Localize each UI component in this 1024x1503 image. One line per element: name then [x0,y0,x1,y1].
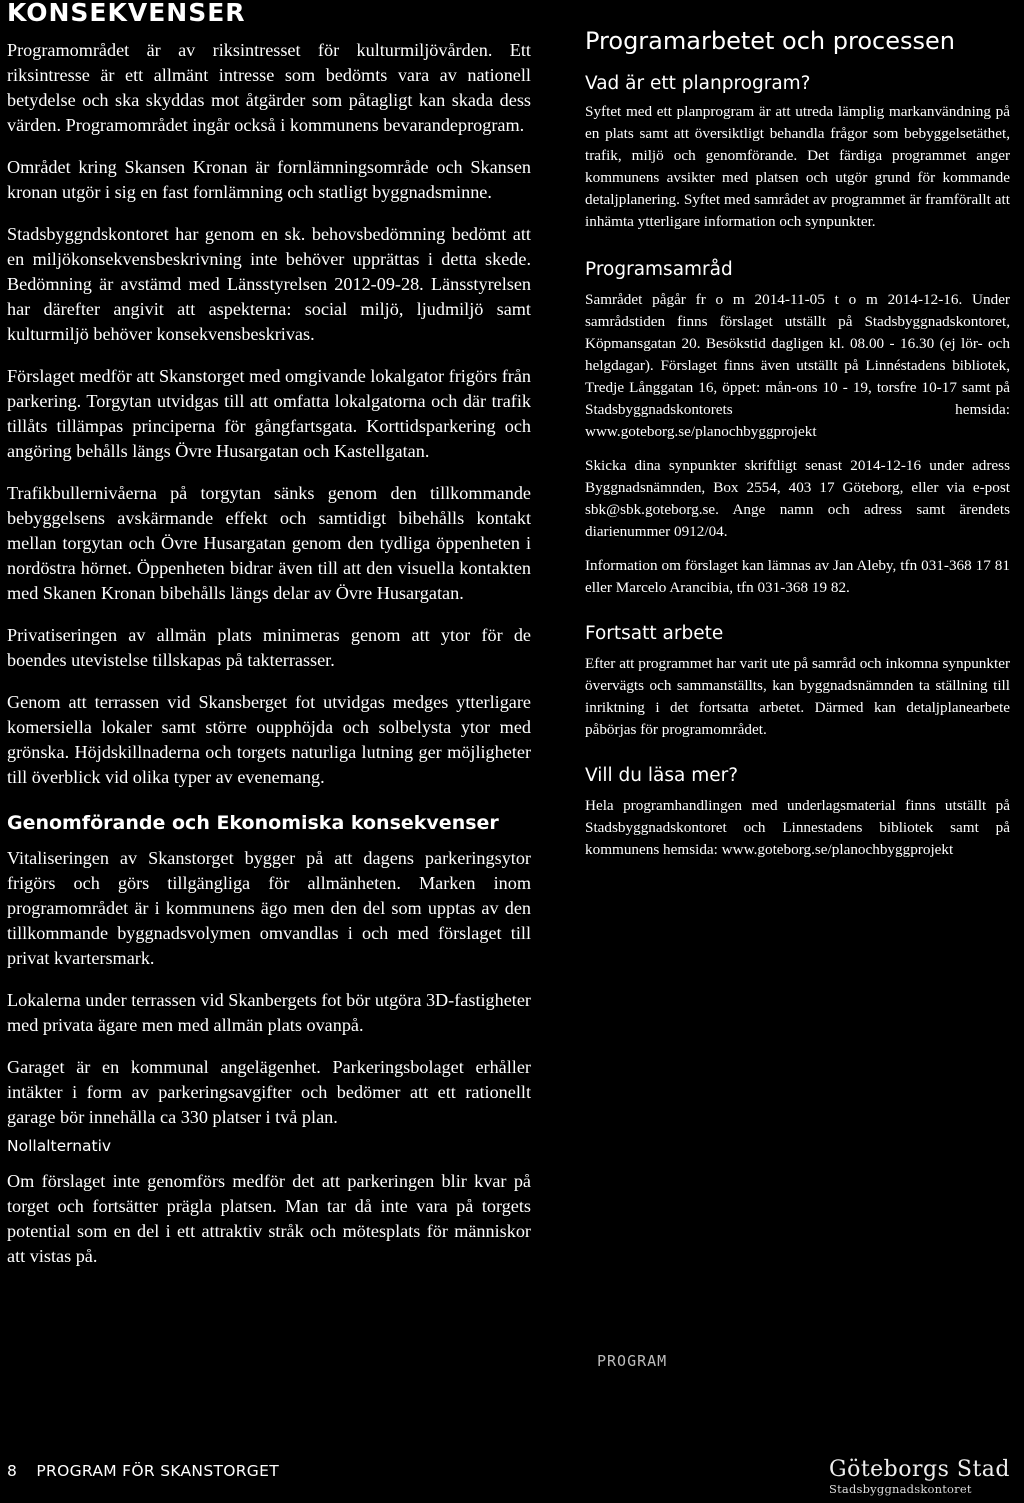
subheading: Fortsatt arbete [585,623,724,644]
paragraph: Om förslaget inte genomförs medför det att parkeringen blir kvar på torget och fortsätter prägla platsen. Man tar då inte vara på torgets potential som en del i ett attraktiv stråk och mötesplats för människor att vistas på. [7,1171,531,1266]
paragraph: Efter att programmet har varit ute på samråd och inkomna synpunkter övervägts och sammanställts, kan byggnadsnämnden ta ställning till inriktning i det fortsatta arbetet. Därmed kan detaljplanearbete påbörjas för programområdet. [585,655,1010,738]
section-heading-genomforande: Genomförande och Ekonomiska konsekvenser [7,812,499,834]
paragraph: Syftet med ett planprogram är att utreda lämplig markanvändning på en plats samt att översiktligt behandla frågor som bebyggelsetäthet, trafik, miljö och genomförande. Det färdiga programmet anger kommunens avsikter med platsen och utgör grund för kommande detaljplanering. Syftet med samrådet av programmet är framförallt att inhämta ytterligare information och synpunkter. [585,103,1010,230]
paragraph: Programområdet är av riksintresset för kulturmiljövården. Ett riksintresse är ett allmänt intresse som bedömts vara av nationell betydelse och ska skyddas mot åtgärder som påtagligt kan skada dess värden. Programområdet ingår också i kommunens bevarandeprogram. [7,40,531,135]
subheading-nollalternativ: Nollalternativ [7,1137,112,1155]
paragraph: Samrådet pågår fr o m 2014-11-05 t o m 2014-12-16. Under samrådstiden finns förslaget utställt på Stadsbyggnadskontoret, Köpmansgatan 20. Besökstid dagligen kl. 08.00 - 16.30 (ej lör- och helgdagar). Förslaget finns även utställt på Linnéstadens bibliotek, Tredje Långgatan 16, öppet: mån-ons 10 - 19, torsfre 10-17 samt på Stadsbyggnadskontorets hemsida: www.goteborg.se/planochbyggprojekt [585,291,1010,440]
paragraph: Området kring Skansen Kronan är fornlämningsområde och Skansen kronan utgör i sig en fast fornlämning och statligt byggnadsminne. [7,157,531,202]
logo-line-1: Göteborgs Stad [829,1457,1011,1482]
paragraph: Stadsbyggndskontoret har genom en sk. behovsbedömning bedömt att en miljökonsekvensbeskrivning inte behöver upprättas i detta skede. Bedömning är avstämd med Länsstyrelsen 2012-09-28. Länsstyrelsen har därefter angivit att aspekterna: social miljö, ljudmiljö samt kulturmiljö behöver konsekvensbeskrivas. [7,224,531,344]
subheading: Programsamråd [585,259,733,280]
paragraph: Privatiseringen av allmän plats minimeras genom att ytor för de boendes utevistelse tillskapas på takterrasser. [7,625,531,670]
paragraph: Vitaliseringen av Skanstorget bygger på att dagens parkeringsytor frigörs och görs tillgängliga för allmänheten. Marken inom programområdet är i kommunens ägo men den del som upptas av den tillkommande byggnadsvolymen omvandlas i och med förslaget till privat kvartersmark. [7,848,531,968]
page-footer [7,1462,279,1480]
document-title: PROGRAM FÖR SKANSTORGET [36,1462,279,1480]
paragraph: Lokalerna under terrassen vid Skanbergets fot bör utgöra 3D-fastigheter med privata ägare men med allmän plats ovanpå. [7,990,531,1035]
subheading: Vad är ett planprogram? [585,73,811,94]
paragraph: Skicka dina synpunkter skriftligt senast 2014-12-16 under adress Byggnadsnämnden, Box 2554, 403 17 Göteborg, eller via e-post sbk@sbk.goteborg.se. Ange namn och adress samt ärendets diarienummer 0912/04. [585,457,1010,540]
page-number: 8 [7,1462,18,1480]
program-mark: PROGRAM [597,1352,668,1370]
paragraph: Förslaget medför att Skanstorget med omgivande lokalgator frigörs från parkering. Torgytan utvidgas till att omfatta lokalgatorna och där trafik tillåts tillämpas principerna för gångfartsgata. Korttidsparkering och angöring behålls längs Övre Husargatan och Kastellgatan. [7,366,531,461]
paragraph: Garaget är en kommunal angelägenhet. Parkeringsbolaget erhåller intäkter i form av parkeringsavgifter och bedömer att ett rationellt garage bör innehålla ca 330 platser i två plan. [7,1057,531,1127]
paragraph: Information om förslaget kan lämnas av Jan Aleby, tfn 031-368 17 81 eller Marcelo Arancibia, tfn 031-368 19 82. [585,557,1010,596]
logo-line-2: Stadsbyggnadskontoret [829,1482,972,1496]
section-heading-konsekvenser: KONSEKVENSER [7,0,246,27]
right-column [585,0,1010,861]
subheading: Vill du läsa mer? [585,765,739,786]
paragraph: Genom att terrassen vid Skansberget fot utvidgas medges ytterligare komersiella lokaler samt större oupphöjda och solbelysta ytor med grönska. Höjdskillnaderna och torgets naturliga lutning ger möjligheter till överblick vid olika typer av evenemang. [7,692,531,787]
paragraph: Trafikbullernivåerna på torgytan sänks genom den tillkommande bebyggelsens avskärmande effekt och samtidigt bibehålls kontakt mellan torgytan och Övre Husargatan genom den tydliga öppenheten i nordöstra hörnet. Öppenheten bidrar även till att den visuella kontakten med Skanen Kronan bibehålls längs delar av Övre Husargatan. [7,483,531,603]
left-column [7,0,531,1269]
section-heading-programarbetet: Programarbetet och processen [585,27,955,55]
paragraph: Hela programhandlingen med underlagsmaterial finns utställt på Stadsbyggnadskontoret och Linnestadens bibliotek samt på kommunens hemsida: www.goteborg.se/planochbyggprojekt [585,797,1010,858]
goteborgs-stad-logo [829,1458,1019,1496]
